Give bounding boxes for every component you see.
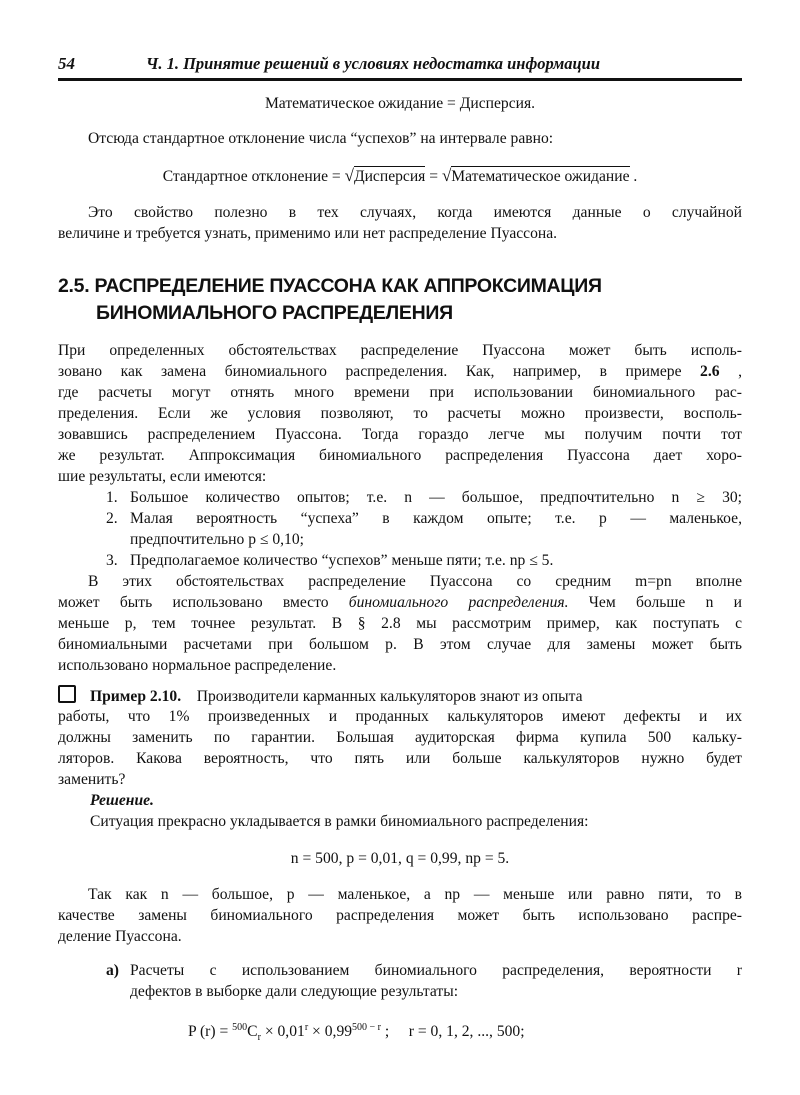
example-heading-line: Пример 2.10. Производители карманных калькуляторов знают из опыта: [58, 685, 742, 707]
list-number: 2.: [106, 510, 118, 527]
paragraph-line: заменить?: [58, 771, 126, 788]
paragraph-line: деление Пуассона.: [58, 928, 182, 945]
paragraph-line: работы, что 1% произведенных и проданных калькуляторов имеют дефекты и их: [58, 708, 742, 725]
section-heading-line-1: 2.5. РАСПРЕДЕЛЕНИЕ ПУАССОНА КАК АППРОКСИМАЦИЯ: [58, 275, 602, 297]
equation-parameters: n = 500, p = 0,01, q = 0,99, np = 5.: [290, 850, 510, 867]
list-item: Большое количество опытов; т.е. n — большое, предпочтительно n ≥ 30;: [130, 489, 742, 506]
paragraph-line: При определенных обстоятельствах распределение Пуассона может быть исполь-: [58, 342, 742, 359]
paragraph-line: Так как n — большое, p — маленькое, а np — меньше или равно пяти, то в: [88, 886, 742, 903]
paragraph-line: Ситуация прекрасно укладывается в рамки биномиального распределения:: [90, 813, 589, 830]
example-title: Пример 2.10.: [90, 688, 182, 705]
paragraph-line: где расчеты могут отнять много времени при использовании биномиального рас-: [58, 384, 742, 401]
solution-label: Решение.: [90, 792, 154, 809]
paragraph-line: меньше p, тем точнее результат. В § 2.8 мы рассмотрим пример, как поступать с: [58, 615, 742, 632]
item-label-a: а): [106, 962, 119, 979]
list-number: 3.: [106, 552, 118, 569]
list-item: Предполагаемое количество “успехов” меньше пяти; т.е. np ≤ 5.: [130, 552, 554, 569]
paragraph-line: Это свойство полезно в тех случаях, когда имеются данные о случайной: [88, 204, 742, 221]
equation-mean-variance: Математическое ожидание = Дисперсия.: [264, 95, 536, 112]
paragraph-line: Отсюда стандартное отклонение числа “успехов” на интервале равно:: [88, 130, 554, 147]
equation-binomial: P $(r) = ^{500}C_r \times 0,01^r \times 0,99^{500 - r}$ ; r = 0, 1, 2, ..., 500;: [188, 1021, 525, 1044]
section-heading-line-2: БИНОМИАЛЬНОГО РАСПРЕДЕЛЕНИЯ: [96, 302, 453, 324]
page-number: 54: [58, 54, 75, 73]
paragraph-line: зовано как замена биномиального распределения. Как, например, в примере 2.6 ,: [58, 363, 742, 380]
paragraph-line: качестве замены биномиального распределения может быть использовано распре-: [58, 907, 742, 924]
paragraph-line: использовано нормальное распределение.: [58, 657, 337, 674]
paragraph-line: В этих обстоятельствах распределение Пуассона со средним m=pn вполне: [88, 573, 742, 590]
list-item: Малая вероятность “успеха” в каждом опыте; т.е. p — маленькое,: [130, 510, 742, 527]
paragraph-line: дефектов в выборке дали следующие результаты:: [130, 983, 459, 1000]
running-head: Ч. 1. Принятие решений в условиях недостатка информации: [146, 54, 601, 73]
paragraph-line: должны заменить по гарантии. Большая аудиторская фирма купила 500 кальку-: [58, 729, 742, 746]
paragraph-line: зовавшись распределением Пуассона. Тогда гораздо легче мы получим почти тот: [58, 426, 742, 443]
example-box-icon: [58, 685, 76, 703]
paragraph-line: шие результаты, если имеются:: [58, 468, 267, 485]
paragraph-line: может быть использовано вместо биномиального распределения. Чем больше n и: [58, 594, 743, 611]
paragraph-line: биномиальными расчетами при большом p. В этом случае для замены может быть: [58, 636, 742, 653]
paragraph-line: величине и требуется узнать, применимо или нет распределение Пуассона.: [58, 225, 558, 242]
page-header: [58, 52, 742, 81]
paragraph-line: же результат. Аппроксимация биномиального распределения Пуассона дает хоро-: [58, 447, 742, 464]
equation-std-dev: Стандартное отклонение = √Дисперсия = √Математическое ожидание .: [162, 166, 638, 185]
paragraph-line: пределения. Если же условия позволяют, то расчеты можно произвести, восполь-: [58, 405, 742, 422]
paragraph-line: Расчеты с использованием биномиального распределения, вероятности r: [130, 962, 742, 979]
list-number: 1.: [106, 489, 118, 506]
paragraph-line: ляторов. Какова вероятность, что пять или больше калькуляторов нужно будет: [58, 750, 742, 767]
list-item-continuation: предпочтительно p ≤ 0,10;: [130, 531, 304, 548]
